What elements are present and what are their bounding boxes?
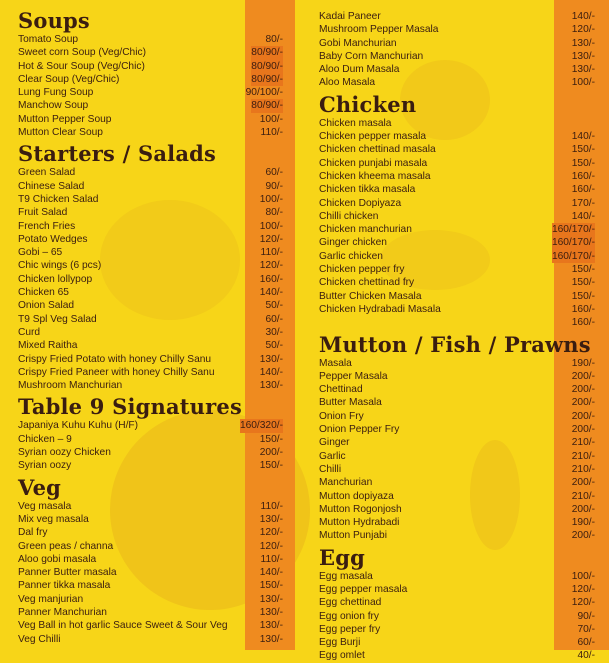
menu-item-name: Green Salad: [18, 167, 76, 179]
menu-item-name: Manchurian: [319, 477, 373, 489]
menu-item: [18, 566, 283, 579]
menu-item-name: Curd: [18, 326, 41, 338]
menu-item: [319, 10, 595, 23]
menu-column-right: [319, 10, 595, 663]
menu-item-name: T9 Spl Veg Salad: [18, 313, 97, 325]
menu-item: [319, 383, 595, 396]
menu-item-name: Garlic chicken: [319, 250, 383, 262]
menu-item: [18, 446, 283, 459]
menu-item-price: 120/-: [259, 527, 283, 539]
menu-item-name: Chicken chettinad fry: [319, 277, 415, 289]
menu-item-price: 130/-: [259, 606, 283, 618]
menu-item-name: Aloo Masala: [319, 77, 376, 89]
menu-item-name: Masala: [319, 357, 352, 369]
menu-item: [319, 223, 595, 236]
menu-item: [18, 273, 283, 286]
menu-item-price: 200/-: [259, 447, 283, 459]
menu-item-name: Chicken Dopiyaza: [319, 197, 402, 209]
menu-item: [18, 606, 283, 619]
menu-item-name: Kadai Paneer: [319, 11, 381, 22]
menu-item-name: Egg onion fry: [319, 610, 380, 622]
menu-item-name: Pepper Masala: [319, 370, 388, 382]
menu-item-name: Mutton Punjabi: [319, 530, 387, 542]
menu-item: [18, 633, 283, 646]
menu-item-price: 210/-: [571, 463, 595, 475]
menu-item: [18, 433, 283, 446]
menu-item-name: Ginger chicken: [319, 237, 387, 249]
menu-item-name: Hot & Sour Soup (Veg/Chic): [18, 60, 145, 72]
menu-item-price: 60/-: [577, 637, 595, 649]
menu-item-price: 130/-: [259, 633, 283, 645]
menu-item: [319, 610, 595, 623]
menu-item-price: 90/-: [265, 180, 283, 192]
menu-item-price: 130/-: [571, 37, 595, 49]
menu-item-price: 200/-: [571, 503, 595, 515]
menu-item-name: Ginger: [319, 437, 350, 449]
menu-item-name: Veg Ball in hot garlic Sauce Sweet & Sour Veg: [18, 620, 228, 632]
menu-item: [319, 396, 595, 409]
menu-item-price: 200/-: [571, 477, 595, 489]
menu-item-name: Sweet corn Soup (Veg/Chic): [18, 47, 146, 59]
section-heading-egg: Egg: [319, 544, 365, 570]
menu-item-price: 90/100/-: [245, 87, 283, 99]
menu-item: [18, 326, 283, 339]
menu-item: [319, 236, 595, 249]
menu-item: [319, 370, 595, 383]
menu-item-price: 120/-: [571, 597, 595, 609]
menu-item-name: Aloo gobi masala: [18, 553, 97, 565]
menu-item-price: 130/-: [571, 64, 595, 76]
menu-item-price: 50/-: [265, 300, 283, 312]
menu-item-price: 210/-: [571, 437, 595, 449]
menu-item-name: Japaniya Kuhu Kuhu (H/F): [18, 420, 139, 432]
menu-item-price: 200/-: [571, 530, 595, 542]
menu-item-name: Egg peper fry: [319, 623, 381, 635]
menu-item-name: Veg manjurian: [18, 593, 84, 605]
menu-item-name: Chilli: [319, 463, 342, 475]
menu-item: [18, 526, 283, 539]
menu-item: [18, 60, 283, 73]
menu-item: [319, 263, 595, 276]
menu-item-price: 120/-: [571, 24, 595, 36]
menu-item-price: 120/-: [259, 260, 283, 272]
menu-item-name: Chicken manchurian: [319, 224, 412, 236]
menu-item-name: Egg Burji: [319, 637, 361, 649]
menu-item-name: Mutton Pepper Soup: [18, 113, 112, 125]
menu-item: [319, 463, 595, 476]
menu-item: [18, 593, 283, 606]
menu-item: [18, 553, 283, 566]
menu-item: [319, 623, 595, 636]
menu-item-name: Chic wings (6 pcs): [18, 260, 102, 272]
menu-item: [18, 579, 283, 592]
section-heading-starters-salads: Starters / Salads: [18, 141, 217, 167]
menu-item-price: 150/-: [571, 290, 595, 302]
menu-item-name: T9 Chicken Salad: [18, 193, 99, 205]
menu-item-price: 160/320/-: [239, 420, 283, 432]
menu-item-price: 130/-: [259, 380, 283, 392]
menu-item-name: Chicken lollypop: [18, 273, 93, 285]
menu-item: [319, 130, 595, 143]
menu-item-name: Chicken Hydrabadi Masala: [319, 303, 441, 315]
menu-item-name: Gobi Manchurian: [319, 37, 397, 49]
menu-item: [319, 357, 595, 370]
menu-item-price: 80/90/-: [251, 47, 283, 59]
menu-item-price: 100/-: [571, 570, 595, 582]
menu-item: [18, 419, 283, 432]
menu-item-name: Egg omlet: [319, 650, 365, 662]
menu-item-name: Chicken pepper fry: [319, 264, 405, 276]
menu-item: [319, 50, 595, 63]
menu-item: [18, 353, 283, 366]
menu-item-name: Mutton Hydrabadi: [319, 517, 400, 529]
menu-item: [18, 166, 283, 179]
menu-item: [18, 513, 283, 526]
menu-item: [18, 459, 283, 472]
menu-item-price: 160/-: [571, 303, 595, 315]
menu-item: [319, 503, 595, 516]
menu-item: [319, 157, 595, 170]
menu-item: [319, 210, 595, 223]
menu-item-price: 160/-: [571, 184, 595, 196]
menu-item-name: Mushroom Pepper Masala: [319, 24, 439, 36]
menu-item-name: Butter Chicken Masala: [319, 290, 422, 302]
menu-item: [319, 143, 595, 156]
menu-item-price: 140/-: [259, 567, 283, 579]
menu-item-price: 200/-: [571, 384, 595, 396]
menu-item-price: 110/-: [260, 127, 283, 139]
menu-item: [319, 649, 595, 662]
menu-item-name: Chicken punjabi masala: [319, 157, 428, 169]
menu-item-price: 130/-: [259, 620, 283, 632]
menu-item-name: Panner tikka masala: [18, 580, 111, 592]
menu-item: [319, 37, 595, 50]
menu-item: [18, 286, 283, 299]
menu-item-name: Egg masala: [319, 570, 373, 582]
menu-item: [18, 193, 283, 206]
menu-item: [319, 636, 595, 649]
menu-item: [319, 529, 595, 542]
menu-item-name: Chicken chettinad masala: [319, 144, 436, 156]
menu-item-price: 190/-: [571, 357, 595, 369]
menu-item: [319, 183, 595, 196]
menu-item: [319, 76, 595, 89]
menu-item-price: 70/-: [577, 623, 595, 635]
menu-item-name: Syrian oozy: [18, 460, 72, 472]
menu-item: [319, 596, 595, 609]
menu-item: [18, 233, 283, 246]
menu-item-price: 140/-: [571, 131, 595, 143]
menu-item: [18, 33, 283, 46]
menu-item-price: 140/-: [571, 210, 595, 222]
menu-item-name: Tomato Soup: [18, 34, 79, 45]
menu-item: [319, 490, 595, 503]
menu-item-price: 30/-: [265, 326, 283, 338]
menu-item-name: Potato Wedges: [18, 233, 88, 245]
menu-item-price: 130/-: [259, 513, 283, 525]
menu-item-name: Butter Masala: [319, 397, 382, 409]
menu-item-name: Chicken tikka masala: [319, 184, 416, 196]
menu-item-price: 160/170/-: [551, 224, 595, 236]
menu-item: [319, 423, 595, 436]
menu-item-price: 140/-: [259, 287, 283, 299]
menu-item-price: 210/-: [571, 450, 595, 462]
menu-item: [18, 339, 283, 352]
menu-item-price: 150/-: [571, 144, 595, 156]
menu-item-price: 140/-: [259, 366, 283, 378]
menu-item-price: 200/-: [571, 397, 595, 409]
menu-item-name: Panner Butter masala: [18, 567, 117, 579]
menu-item-name: Baby Corn Manchurian: [319, 50, 424, 62]
menu-item-name: Egg pepper masala: [319, 583, 408, 595]
menu-item-price: 90/-: [577, 610, 595, 622]
menu-item-price: 50/-: [265, 340, 283, 352]
menu-item-price: 200/-: [571, 410, 595, 422]
menu-item-price: 110/-: [260, 247, 283, 259]
menu-item-price: 160/170/-: [551, 237, 595, 249]
menu-item: [319, 450, 595, 463]
menu-item-name: Garlic: [319, 450, 346, 462]
menu-item: [18, 246, 283, 259]
menu-item: [18, 220, 283, 233]
menu-item-price: 150/-: [571, 157, 595, 169]
menu-item-name: Onion Salad: [18, 300, 75, 312]
menu-item-price: 160/170/-: [551, 250, 595, 262]
menu-item-price: 150/-: [571, 277, 595, 289]
menu-item: [18, 500, 283, 513]
menu-item-price: 150/-: [259, 580, 283, 592]
menu-item-price: 40/-: [577, 650, 595, 662]
menu-item: [18, 73, 283, 86]
menu-item-name: Chicken kheema masala: [319, 170, 431, 182]
menu-item-name: Lung Fung Soup: [18, 87, 94, 99]
menu-item: [319, 117, 595, 130]
menu-item-name: Egg chettinad: [319, 597, 382, 609]
menu-item-name: French Fries: [18, 220, 76, 232]
menu-item-price: 110/-: [260, 553, 283, 565]
menu-item: [18, 86, 283, 99]
menu-item: [319, 410, 595, 423]
menu-item-price: 100/-: [259, 220, 283, 232]
menu-item: [18, 206, 283, 219]
menu-item: [319, 197, 595, 210]
menu-item-name: Chicken 65: [18, 287, 69, 299]
menu-item-name: Fruit Salad: [18, 207, 68, 219]
menu-item-name: Panner Manchurian: [18, 606, 107, 618]
menu-item-price: 160/-: [571, 170, 595, 182]
menu-item: [18, 313, 283, 326]
menu-item: [319, 570, 595, 583]
menu-item: [18, 126, 283, 139]
menu-item-price: 150/-: [571, 264, 595, 276]
menu-item: [319, 63, 595, 76]
menu-item-price: 190/-: [571, 517, 595, 529]
menu-item-name: Mix veg masala: [18, 513, 89, 525]
menu-item-price: 120/-: [571, 583, 595, 595]
menu-item-price: 60/-: [265, 167, 283, 179]
menu-item-price: 100/-: [259, 113, 283, 125]
menu-item-name: Veg masala: [18, 500, 72, 512]
menu-item-name: Chinese Salad: [18, 180, 85, 192]
menu-item-name: Onion Pepper Fry: [319, 424, 400, 436]
menu-item: [18, 46, 283, 59]
menu-item-name: Chicken masala: [319, 117, 392, 129]
section-heading-soups: Soups: [18, 8, 90, 33]
menu-item-price: 60/-: [265, 313, 283, 325]
menu-item-price: 80/90/-: [251, 60, 283, 72]
menu-item: [319, 250, 595, 263]
menu-item-name: Mutton Rogonjosh: [319, 503, 402, 515]
menu-item: [18, 299, 283, 312]
menu-item-name: Clear Soup (Veg/Chic): [18, 73, 120, 85]
menu-item-name: Onion Fry: [319, 410, 364, 422]
menu-item-price: 150/-: [259, 433, 283, 445]
menu-item-name: Mutton Clear Soup: [18, 127, 103, 139]
menu-item-price: 80/-: [265, 207, 283, 219]
menu-item: [319, 23, 595, 36]
menu-item-name: Gobi – 65: [18, 247, 63, 259]
menu-item-name: Chicken pepper masala: [319, 131, 427, 143]
menu-item-price: 150/-: [259, 460, 283, 472]
menu-item-price: 130/-: [571, 50, 595, 62]
menu-item: [18, 379, 283, 392]
menu-item-price: 200/-: [571, 370, 595, 382]
menu-column-left: [18, 6, 283, 646]
menu-item-name: Chicken – 9: [18, 433, 72, 445]
menu-item-price: 110/-: [260, 500, 283, 512]
menu-item: [18, 113, 283, 126]
menu-item-price: 120/-: [259, 540, 283, 552]
menu-item: [18, 540, 283, 553]
menu-item-name: Crispy Fried Potato with honey Chilly Sanu: [18, 353, 212, 365]
menu-item: [319, 583, 595, 596]
menu-item-price: 130/-: [259, 593, 283, 605]
menu-item: [319, 303, 595, 316]
menu-item: [319, 290, 595, 303]
menu-item: [319, 436, 595, 449]
menu-item-price: 160/-: [571, 317, 595, 329]
menu-item-price: 80/90/-: [251, 100, 283, 112]
menu-item-name: Mutton dopiyaza: [319, 490, 394, 502]
menu-item-price: 80/-: [265, 34, 283, 45]
menu-item-price: 200/-: [571, 424, 595, 436]
menu-item-name: Aloo Dum Masala: [319, 64, 400, 76]
menu-item-name: Manchow Soup: [18, 100, 89, 112]
menu-item-name: Crispy Fried Paneer with honey Chilly Sanu: [18, 366, 215, 378]
menu-item-price: 120/-: [259, 233, 283, 245]
section-heading-chicken: Chicken: [319, 91, 417, 117]
menu-item-price: 170/-: [571, 197, 595, 209]
menu-item: [319, 516, 595, 529]
menu-item: [319, 170, 595, 183]
menu-item: [18, 619, 283, 632]
menu-item-name: Veg Chilli: [18, 633, 61, 645]
section-heading-mutton-fish-prawns: Mutton / Fish / Prawns: [319, 331, 591, 357]
menu-item: [18, 99, 283, 112]
menu-item-price: 100/-: [259, 193, 283, 205]
menu-item: [18, 259, 283, 272]
menu-item-price: 210/-: [571, 490, 595, 502]
menu-item: [18, 180, 283, 193]
section-heading-table-9-signatures: Table 9 Signatures: [18, 394, 242, 420]
section-heading-veg: Veg: [18, 474, 62, 500]
menu-item: [18, 366, 283, 379]
menu-item-name: Chilli chicken: [319, 210, 379, 222]
menu-item: [319, 476, 595, 489]
menu-item-price: 160/-: [259, 273, 283, 285]
menu-item-name: Green peas / channa: [18, 540, 114, 552]
menu-item-name: Mixed Raitha: [18, 340, 78, 352]
menu-item-name: Chettinad: [319, 384, 363, 396]
menu-item-name: Syrian oozy Chicken: [18, 447, 111, 459]
menu-item-price: 130/-: [259, 353, 283, 365]
menu-item-price: 80/90/-: [251, 73, 283, 85]
menu-item-name: Dal fry: [18, 527, 48, 539]
menu-item: [319, 276, 595, 289]
menu-item-price: 140/-: [571, 11, 595, 22]
menu-item: [319, 316, 595, 329]
menu-item-name: Mushroom Manchurian: [18, 380, 123, 392]
menu-item-price: 100/-: [571, 77, 595, 89]
